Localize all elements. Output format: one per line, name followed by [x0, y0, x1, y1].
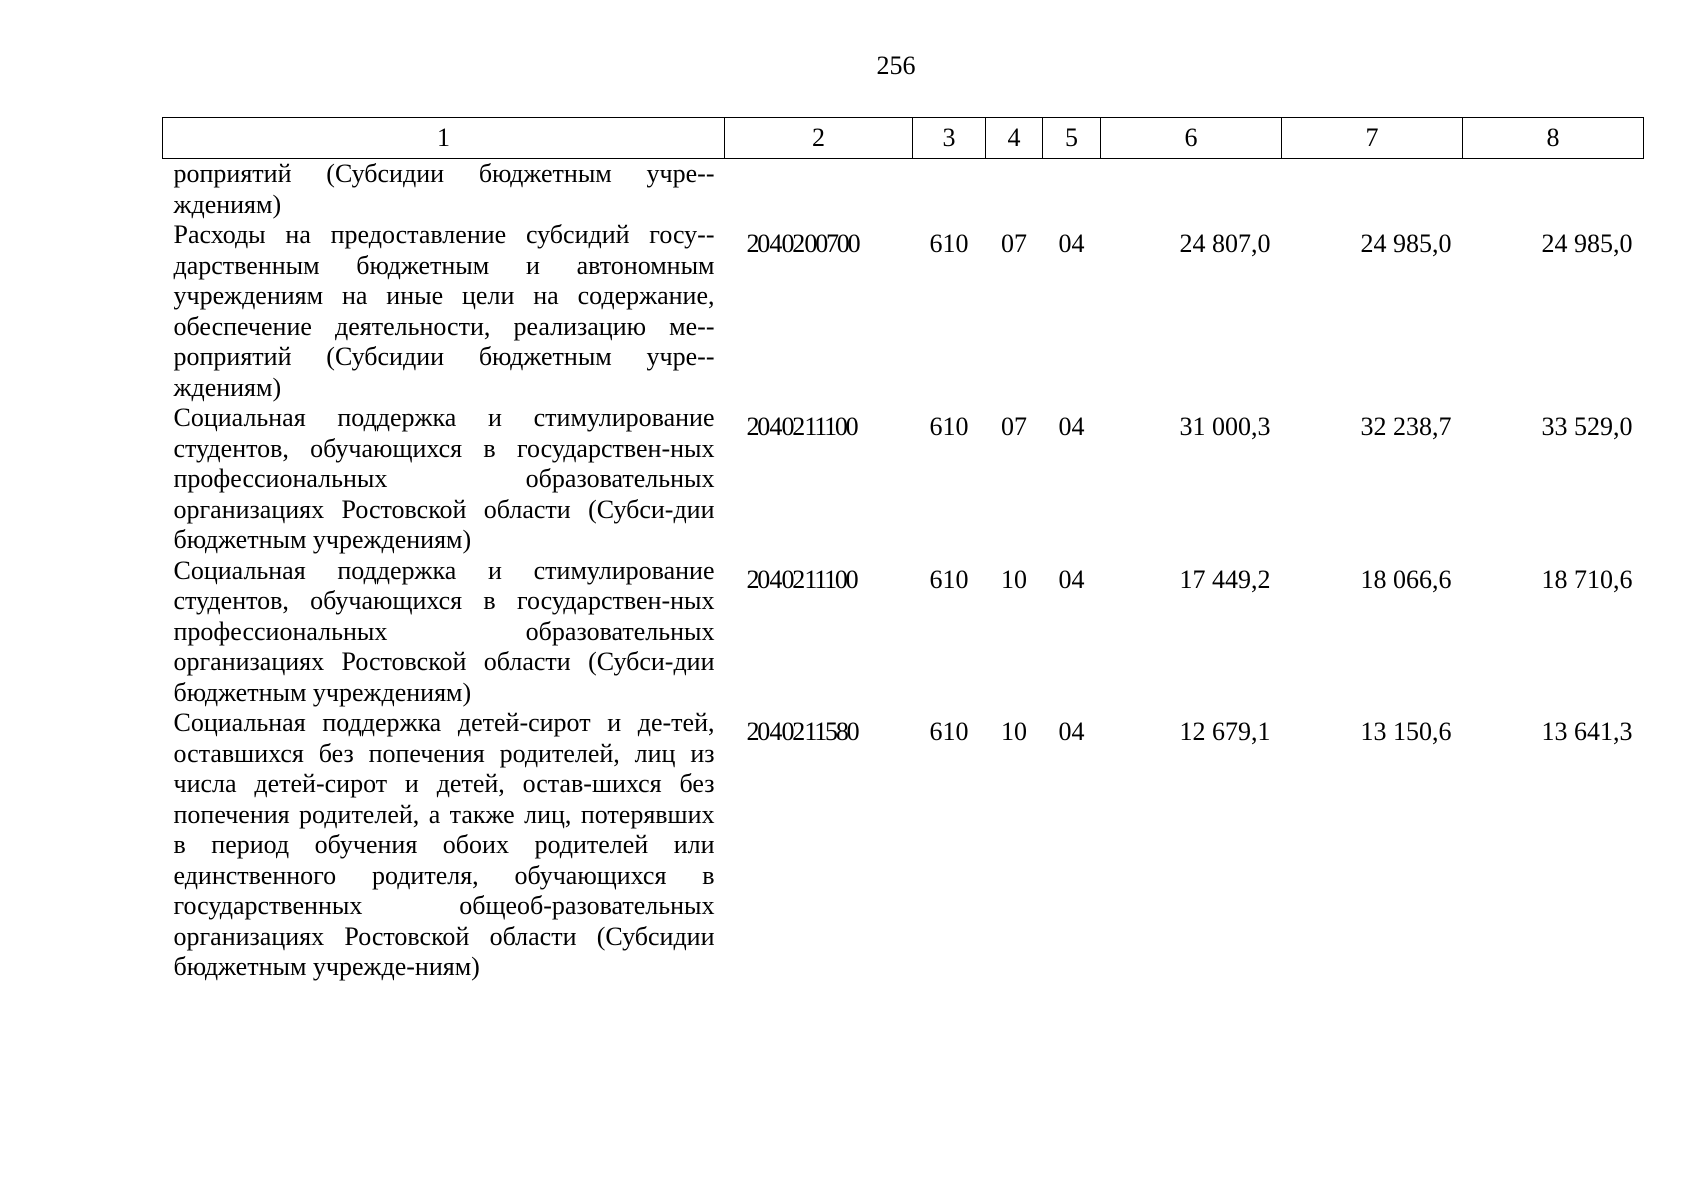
- section-code: 07: [1001, 229, 1027, 258]
- table-row: [163, 403, 1644, 556]
- subsection-code: 04: [1058, 717, 1085, 746]
- table-row: [163, 159, 1644, 221]
- row-description: Расходы на предоставление субсидий госу-дарственным бюджетным и автономным учреждениям на иные цели на содержание, обеспечение деятельности, реализацию ме-роприятий (Субсидии бюджетным учре-ждениям): [173, 220, 715, 402]
- subsection-code: 04: [1058, 564, 1085, 594]
- column-header: 6: [1101, 118, 1282, 159]
- subsection-code: 04: [1058, 412, 1085, 441]
- amount-col-7: 18 066,6: [1360, 564, 1452, 594]
- column-header: 3: [913, 118, 986, 159]
- target-article-code: 20 4 02 11580: [746, 717, 858, 746]
- section-code: 10: [1001, 564, 1027, 594]
- section-code: 10: [1001, 717, 1027, 746]
- expense-type-code: 610: [929, 412, 969, 441]
- subsection-code: 04: [1058, 229, 1085, 258]
- amount-col-8: 13 641,3: [1541, 717, 1633, 746]
- column-header: 8: [1463, 118, 1644, 159]
- amount-col-8: [1463, 159, 1644, 221]
- table-row: [163, 220, 1644, 403]
- amount-col-8: 18 710,6: [1541, 564, 1633, 594]
- table-row: [163, 708, 1644, 983]
- amount-col-6: 31 000,3: [1179, 412, 1271, 441]
- section-code: 07: [1001, 412, 1027, 441]
- target-article-code: 20 4 02 11100: [746, 564, 857, 594]
- row-description: Социальная поддержка и стимулирование студентов, обучающихся в государствен-ных профессиональных образовательных организациях Ростовской области (Субси-дии бюджетным учреждениям): [173, 403, 715, 554]
- column-header: 5: [1043, 118, 1101, 159]
- target-article-code: [725, 159, 913, 221]
- expense-type-code: 610: [929, 564, 969, 594]
- amount-col-8: 24 985,0: [1541, 229, 1633, 258]
- amount-col-7: 24 985,0: [1360, 229, 1452, 258]
- section-code: [986, 159, 1043, 221]
- target-article-code: 20 4 02 00700: [746, 229, 859, 258]
- subsection-code: [1043, 159, 1101, 221]
- amount-col-8: 33 529,0: [1541, 412, 1633, 441]
- column-header: 2: [725, 118, 913, 159]
- amount-col-6: 24 807,0: [1179, 229, 1271, 258]
- column-header: 4: [986, 118, 1043, 159]
- amount-col-7: 13 150,6: [1360, 717, 1452, 746]
- row-description: Социальная поддержка и стимулирование студентов, обучающихся в государствен-ных профессиональных образовательных организациях Ростовской области (Субси-дии бюджетным учреждениям): [173, 555, 715, 707]
- amount-col-7: [1282, 159, 1463, 221]
- column-header: 7: [1282, 118, 1463, 159]
- table-header-row: [163, 118, 1644, 159]
- budget-table: [162, 117, 1644, 983]
- amount-col-6: 12 679,1: [1179, 717, 1271, 746]
- expense-type-code: 610: [929, 229, 969, 258]
- page-number: 256: [876, 51, 916, 80]
- table-row: [163, 556, 1644, 709]
- amount-col-6: [1101, 159, 1282, 221]
- row-description: роприятий (Субсидии бюджетным учре-ждениям): [173, 159, 715, 219]
- target-article-code: 20 4 02 11100: [746, 412, 857, 441]
- expense-type-code: 610: [929, 717, 969, 746]
- column-header: 1: [163, 118, 725, 159]
- amount-col-6: 17 449,2: [1179, 564, 1271, 594]
- row-description: Социальная поддержка детей-сирот и де-тей, оставшихся без попечения родителей, лиц из числа детей-сирот и детей, остав-шихся без попечения родителей, а также лиц, потерявших в период обучения обоих родителей или единственного родителя, обучающихся в государственных общеоб-разовательных организациях Ростовской области (Субсидии бюджетным учрежде-ниям): [173, 708, 715, 981]
- amount-col-7: 32 238,7: [1360, 412, 1452, 441]
- expense-type-code: [913, 159, 986, 221]
